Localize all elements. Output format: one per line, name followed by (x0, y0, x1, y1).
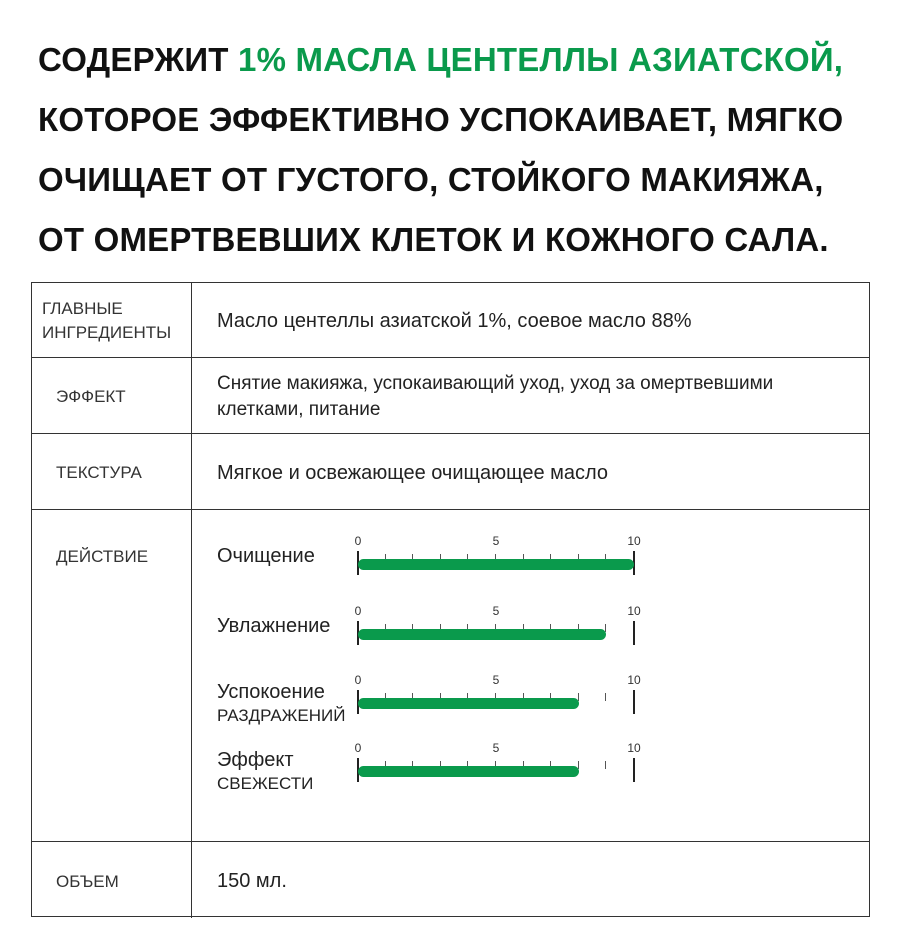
headline-line-1 (38, 30, 870, 90)
headline-accent: 1% МАСЛА ЦЕНТЕЛЛЫ АЗИАТСКОЙ, (238, 41, 844, 78)
scale-tick (605, 693, 606, 701)
ingredients-value (192, 283, 869, 357)
effect-label (32, 358, 192, 434)
scale-end-line (633, 758, 635, 782)
bar-label-main: Успокоение (217, 681, 325, 703)
scale-number-mid: 5 (492, 604, 500, 618)
effect-value (192, 358, 869, 434)
scale-number-mid: 5 (492, 673, 500, 687)
scale-number-max: 10 (627, 604, 641, 618)
headline-line-3: ОЧИЩАЕТ ОТ ГУСТОГО, СТОЙКОГО МАКИЯЖА, (38, 161, 824, 198)
row-effect (32, 357, 869, 434)
scale-number-max: 10 (627, 673, 641, 687)
action-bars (192, 510, 869, 842)
row-ingredients (32, 283, 869, 357)
effect-label-text: ЭФФЕКТ (56, 387, 126, 406)
texture-label (32, 434, 192, 510)
rating-fill (358, 559, 634, 570)
texture-value (192, 434, 869, 510)
rating-scale (354, 673, 641, 723)
row-texture (32, 433, 869, 510)
bar-label (217, 748, 313, 796)
scale-number-min: 0 (354, 741, 362, 755)
scale-number-min: 0 (354, 534, 362, 548)
bar-label-main: Эффект (217, 749, 294, 771)
row-volume (32, 841, 869, 918)
bar-label (217, 544, 315, 568)
rating-fill (358, 766, 579, 777)
rating-fill (358, 629, 606, 640)
scale-end-line (633, 690, 635, 714)
rating-fill (358, 698, 579, 709)
scale-number-min: 0 (354, 673, 362, 687)
headline-line-2: КОТОРОЕ ЭФФЕКТИВНО УСПОКАИВАЕТ, МЯГКО (38, 101, 844, 138)
bar-label-main: Очищение (217, 545, 315, 567)
bar-label (217, 614, 330, 638)
rating-scale (354, 741, 641, 791)
texture-value-text: Мягкое и освежающее очищающее масло (217, 462, 609, 484)
bar-label-sub: СВЕЖЕСТИ (217, 774, 314, 793)
headline-line-4: ОТ ОМЕРТВЕВШИХ КЛЕТОК И КОЖНОГО САЛА. (38, 221, 829, 258)
ingredients-label (32, 283, 192, 357)
scale-tick (605, 761, 606, 769)
volume-label-text: ОБЪЕМ (56, 872, 119, 891)
action-label-text: ДЕЙСТВИЕ (56, 547, 149, 566)
rating-scale (354, 534, 641, 584)
ingredients-value-text: Масло центеллы азиатской 1%, соевое масло 88% (217, 310, 692, 332)
scale-number-min: 0 (354, 604, 362, 618)
volume-value-text: 150 мл. (217, 870, 287, 892)
effect-value-text: Снятие макияжа, успокаивающий уход, уход за омертвевшими клетками, питание (217, 373, 774, 420)
volume-value (192, 842, 869, 918)
bar-label (217, 680, 345, 728)
spec-table (31, 282, 870, 917)
scale-number-mid: 5 (492, 741, 500, 755)
scale-end-line (633, 621, 635, 645)
scale-number-mid: 5 (492, 534, 500, 548)
action-label (32, 510, 192, 842)
volume-label (32, 842, 192, 918)
texture-label-text: ТЕКСТУРА (56, 463, 142, 482)
bar-label-sub: РАЗДРАЖЕНИЙ (217, 706, 346, 725)
ingredients-label-text: ГЛАВНЫЕ ИНГРЕДИЕНТЫ (42, 299, 172, 342)
scale-number-max: 10 (627, 534, 641, 548)
scale-number-max: 10 (627, 741, 641, 755)
rating-scale (354, 604, 641, 654)
headline (38, 30, 870, 270)
headline-prefix: СОДЕРЖИТ (38, 41, 239, 78)
row-action (32, 509, 869, 842)
bar-label-main: Увлажнение (217, 615, 331, 637)
scale-tick (605, 624, 606, 632)
